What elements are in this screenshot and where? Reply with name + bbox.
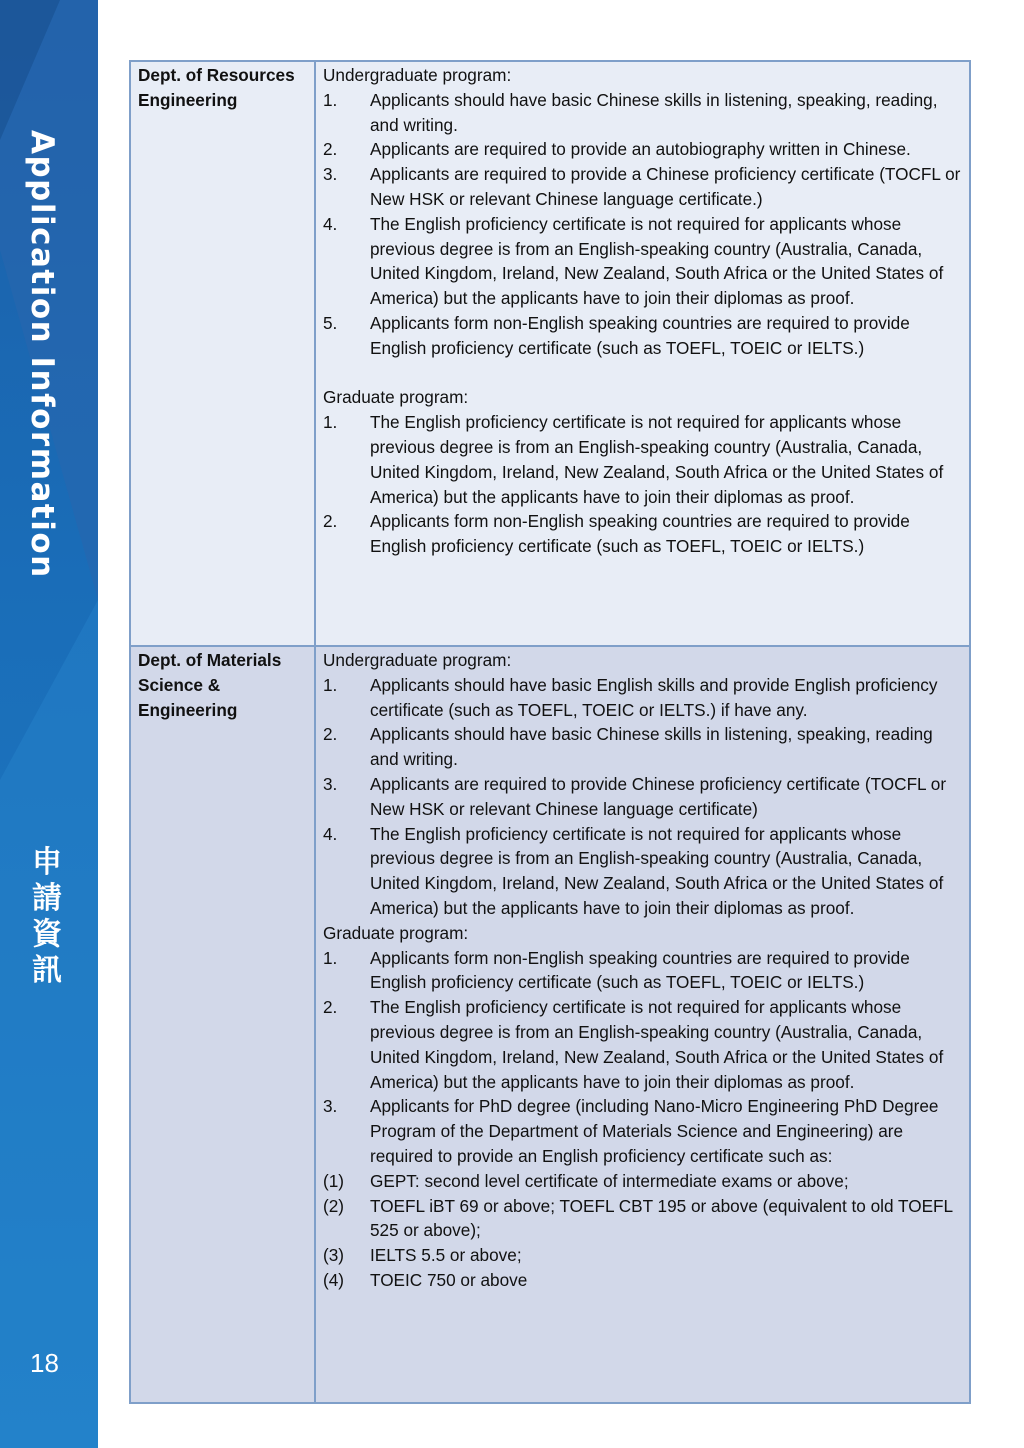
table-row	[130, 61, 970, 646]
item-text: Applicants should have basic English skills and provide English proficiency certificate (such as TOEFL, TOEIC or IELTS.) if have any.	[370, 674, 938, 720]
item-number: (2)	[323, 1195, 345, 1216]
item-text: The English proficiency certificate is not required for applicants whose previous degree is from an English-speaking country (Australia, Canada, United Kingdom, Ireland, New Zealand, South Africa or the United States of America) but the applicants have to join their diplomas as proof.	[370, 997, 944, 1092]
item-text: TOEFL iBT 69 or above; TOEFL CBT 195 or above (equivalent to old TOEFL 525 or above);	[370, 1195, 953, 1241]
item-text: Applicants for PhD degree (including Nano-Micro Engineering PhD Degree Program of the Department of Materials Science and Engineering) are required to provide an English proficiency certificate such as:	[370, 1096, 939, 1166]
item-number: 4.	[323, 213, 338, 234]
list-item	[323, 1094, 963, 1168]
dept-name: Dept. of Materials Science & Engineering	[130, 646, 315, 1403]
sidebar-title: Application Information	[24, 130, 60, 579]
list-item	[323, 946, 963, 996]
item-number: 2.	[323, 997, 338, 1018]
item-text: The English proficiency certificate is not required for applicants whose previous degree is from an English-speaking country (Australia, Canada, United Kingdom, Ireland, New Zealand, South Africa or the United States of America) but the applicants have to join their diplomas as proof.	[370, 213, 944, 309]
item-number: (3)	[323, 1245, 345, 1266]
item-text: The English proficiency certificate is not required for applicants whose previous degree is from an English-speaking country (Australia, Canada, United Kingdom, Ireland, New Zealand, South Africa or the United States of America) but the applicants have to join their diplomas as proof.	[370, 823, 944, 918]
list-item	[323, 673, 963, 723]
item-number: 4.	[323, 823, 338, 844]
item-number: 1.	[323, 89, 338, 110]
cjk-char: 資	[32, 917, 62, 952]
requirements-table	[129, 60, 971, 1404]
item-number: 5.	[323, 312, 338, 333]
item-number: 2.	[323, 139, 338, 160]
list-item	[323, 1194, 963, 1244]
list-item	[323, 509, 963, 559]
item-text: Applicants are required to provide Chinese proficiency certificate (TOCFL or New HSK or relevant Chinese language certificate)	[370, 773, 947, 819]
item-text: Applicants are required to provide an autobiography written in Chinese.	[370, 139, 911, 160]
item-text: Applicants form non-English speaking countries are required to provide English proficiency certificate (such as TOEFL, TOEIC or IELTS.)	[370, 312, 910, 358]
item-number: 3.	[323, 1096, 338, 1117]
list-item	[323, 1268, 963, 1293]
cjk-char: 訊	[32, 953, 62, 988]
item-number: 2.	[323, 511, 338, 532]
program-heading: Undergraduate program:	[323, 650, 512, 670]
item-text: IELTS 5.5 or above;	[370, 1245, 522, 1266]
list-item	[323, 722, 963, 772]
item-text: GEPT: second level certificate of intermediate exams or above;	[370, 1170, 849, 1191]
program-heading: Undergraduate program:	[323, 65, 512, 85]
list-item	[323, 995, 963, 1094]
list-item	[323, 88, 963, 138]
item-text: Applicants form non-English speaking countries are required to provide English proficiency certificate (such as TOEFL, TOEIC or IELTS.)	[370, 947, 910, 993]
spacer	[323, 361, 963, 386]
item-number: 1.	[323, 947, 338, 968]
program-heading: Graduate program:	[323, 387, 469, 408]
list-item	[323, 1169, 963, 1194]
item-text: Applicants form non-English speaking countries are required to provide English proficiency certificate (such as TOEFL, TOEIC or IELTS.)	[370, 511, 910, 557]
requirements-cell	[315, 61, 970, 646]
list-item	[323, 162, 963, 212]
requirements-cell	[315, 646, 970, 1403]
item-text: Applicants should have basic Chinese skills in listening, speaking, reading and writing.	[370, 724, 933, 770]
list-item	[323, 311, 963, 361]
list-item	[323, 772, 963, 822]
cjk-char: 申	[32, 845, 62, 880]
list-item	[323, 822, 963, 921]
item-text: Applicants are required to provide a Chinese proficiency certificate (TOCFL or New HSK or relevant Chinese language certificate.)	[370, 164, 961, 209]
item-number: (1)	[323, 1170, 345, 1191]
sidebar	[0, 0, 98, 1448]
item-number: 1.	[323, 674, 338, 695]
page-number: 18	[30, 1348, 59, 1378]
item-text: Applicants should have basic Chinese skills in listening, speaking, reading, and writing.	[370, 89, 938, 135]
list-item	[323, 212, 963, 311]
cjk-char: 請	[32, 881, 62, 916]
table-row	[130, 646, 970, 1403]
item-number: 1.	[323, 412, 338, 433]
list-item	[323, 137, 963, 162]
sidebar-cjk-title	[27, 845, 67, 989]
item-number: 3.	[323, 773, 338, 794]
program-heading: Graduate program:	[323, 922, 469, 943]
item-text: The English proficiency certificate is not required for applicants whose previous degree is from an English-speaking country (Australia, Canada, United Kingdom, Ireland, New Zealand, South Africa or the United States of America) but the applicants have to join their diplomas as proof.	[370, 412, 944, 507]
list-item	[323, 410, 963, 509]
item-number: 3.	[323, 164, 338, 185]
dept-name: Dept. of Resources Engineering	[130, 61, 315, 646]
list-item	[323, 1243, 963, 1268]
item-text: TOEIC 750 or above	[370, 1269, 528, 1290]
item-number: (4)	[323, 1269, 345, 1290]
item-number: 2.	[323, 724, 338, 745]
